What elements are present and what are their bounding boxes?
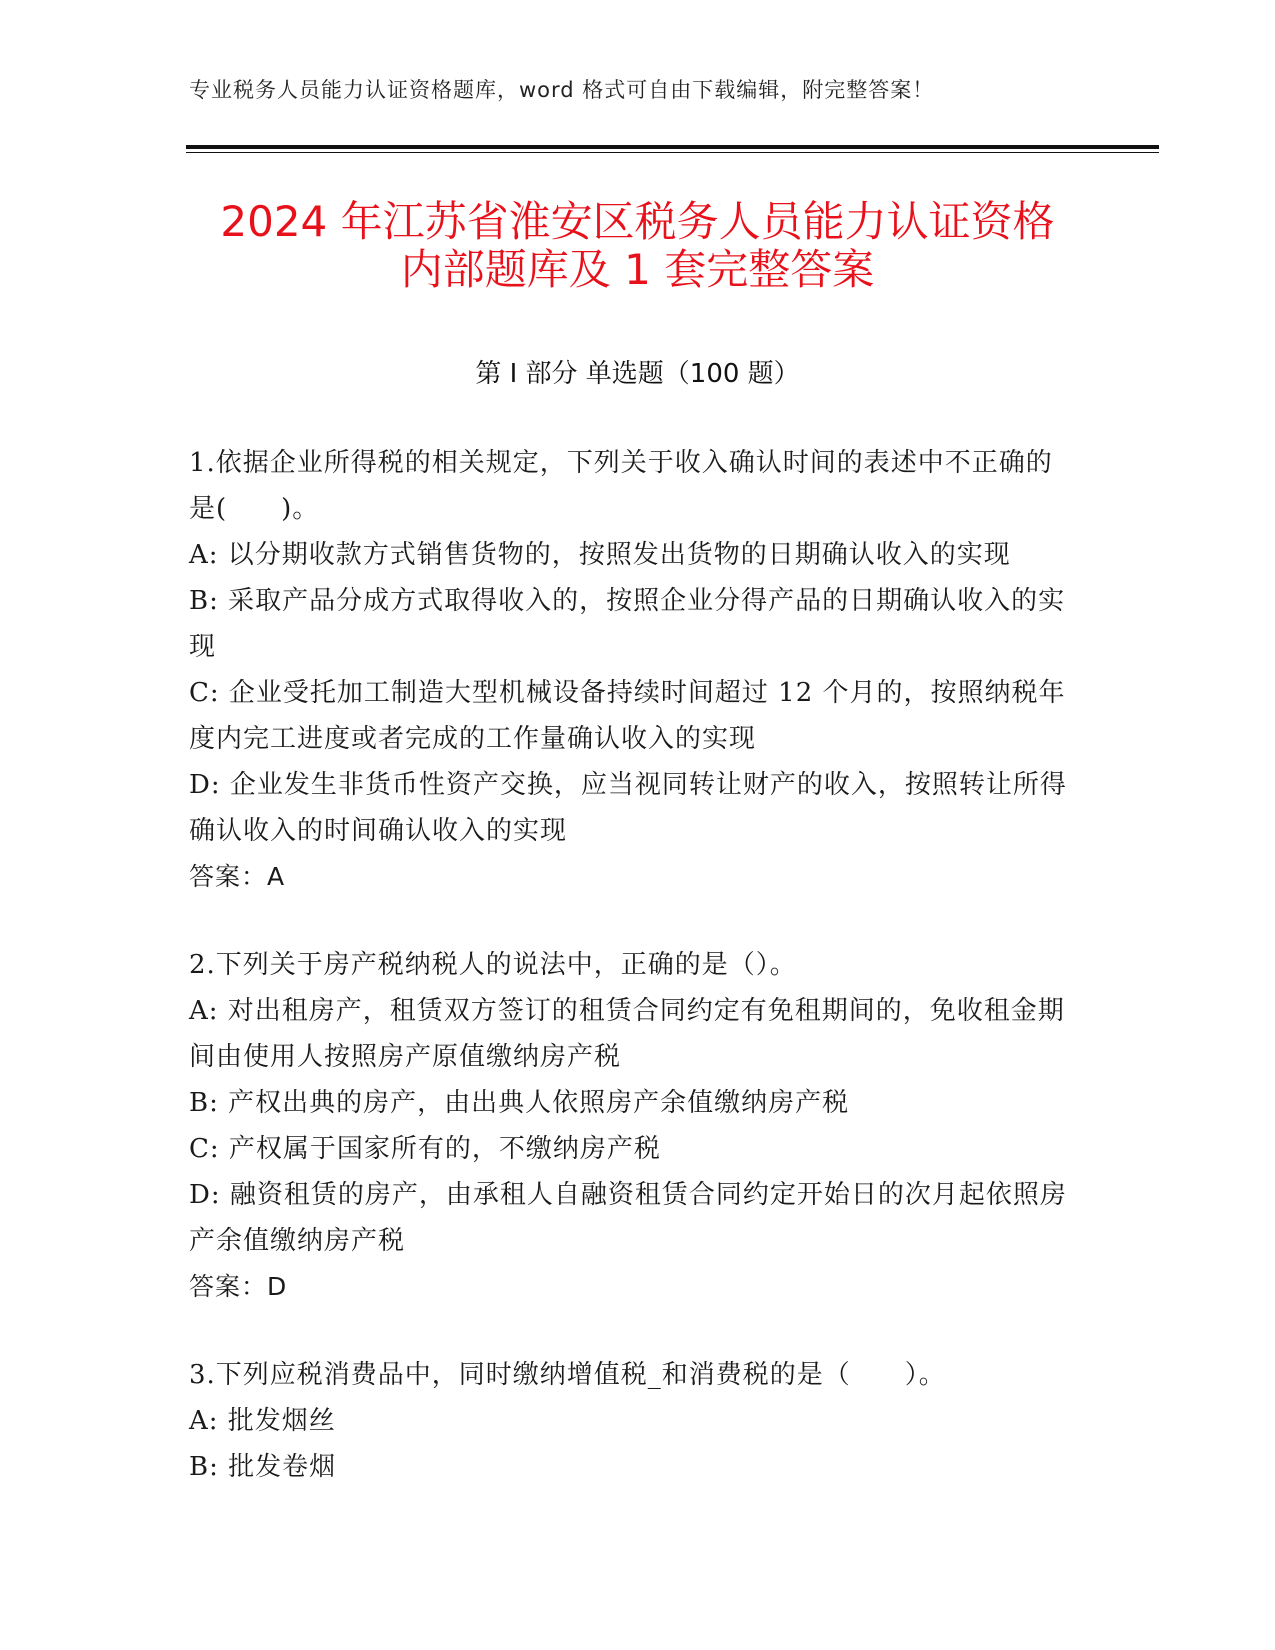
option-a: A: 以分期收款方式销售货物的，按照发出货物的日期确认收入的实现 bbox=[189, 540, 1011, 570]
question-3 bbox=[189, 1352, 1079, 1490]
title-line-2: 内部题库及 1 套完整答案 bbox=[400, 245, 875, 294]
question-stem: 1.依据企业所得税的相关规定，下列关于收入确认时间的表述中不正确的是( )。 bbox=[189, 448, 1053, 524]
question-1 bbox=[189, 440, 1079, 900]
answer: 答案：A bbox=[189, 862, 286, 891]
section-heading: 第 I 部分 单选题（100 题） bbox=[475, 359, 800, 389]
header-note: 专业税务人员能力认证资格题库，word 格式可自由下载编辑，附完整答案！ bbox=[189, 78, 935, 102]
option-b: B: 批发卷烟 bbox=[189, 1452, 337, 1482]
question-list bbox=[189, 440, 1079, 1532]
option-c: C: 企业受托加工制造大型机械设备持续时间超过 12 个月的，按照纳税年度内完工进度或者完成的工作量确认收入的实现 bbox=[189, 678, 1066, 754]
question-stem: 3.下列应税消费品中，同时缴纳增值税_和消费税的是（ ）。 bbox=[189, 1360, 946, 1390]
option-d: D: 融资租赁的房产，由承租人自融资租赁合同约定开始日的次月起依照房产余值缴纳房产税 bbox=[189, 1180, 1067, 1256]
document-title bbox=[150, 198, 1125, 294]
option-c: C: 产权属于国家所有的，不缴纳房产税 bbox=[189, 1134, 661, 1164]
header-rule-thick bbox=[186, 145, 1159, 149]
option-a: A: 对出租房产，租赁双方签订的租赁合同约定有免租期间的，免收租金期间由使用人按照房产原值缴纳房产税 bbox=[189, 996, 1065, 1072]
option-d: D: 企业发生非货币性资产交换，应当视同转让财产的收入，按照转让所得确认收入的时间确认收入的实现 bbox=[189, 770, 1067, 846]
option-b: B: 产权出典的房产，由出典人依照房产余值缴纳房产税 bbox=[189, 1088, 850, 1118]
answer: 答案：D bbox=[189, 1272, 288, 1301]
option-b: B: 采取产品分成方式取得收入的，按照企业分得产品的日期确认收入的实现 bbox=[189, 586, 1066, 662]
question-stem: 2.下列关于房产税纳税人的说法中，正确的是（）。 bbox=[189, 950, 797, 980]
header-rule-thin bbox=[186, 152, 1159, 153]
title-line-1: 2024 年江苏省淮安区税务人员能力认证资格 bbox=[220, 197, 1055, 246]
question-2 bbox=[189, 942, 1079, 1310]
option-a: A: 批发烟丝 bbox=[189, 1406, 336, 1436]
